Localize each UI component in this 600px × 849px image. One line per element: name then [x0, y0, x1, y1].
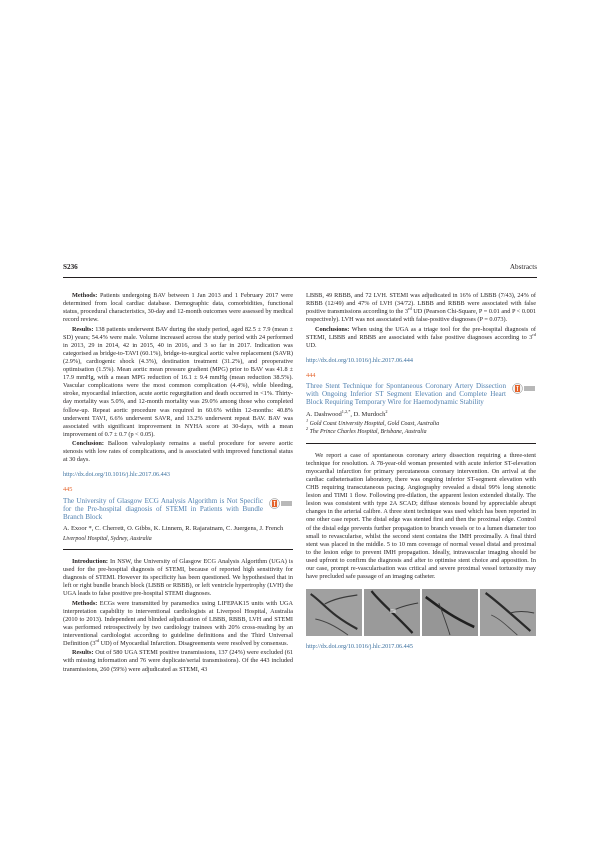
conclusion-label: Conclusion:: [72, 440, 104, 448]
page-number: S236: [63, 263, 78, 271]
abstract-title-445: The University of Glasgow ECG Analysis Algorithm is Not Specific for the Pre-hospital diagnosis of STEMI in Patients with Bundle Branch Block: [63, 496, 263, 521]
methods2-paragraph: [63, 600, 293, 649]
conclusions-text-b: UD.: [306, 341, 317, 349]
abstract-id-445: 445: [63, 486, 73, 494]
results-text: 138 patients underwent BAV during the study period, aged 82.5 ± 7.9 (mean ± SD) years; 54.4% were male. Volume increased across the study period with 24 performed in 2013, 29 in 2014, 42 in 2015, 40 in 2016, and 3 so far in 2017. Indication was categorised as bridge-to-TAVI (60.1%), bridge-to-surgical aortic valve replacement (SAVR) (2.9%), cardiogenic shock (4.3%), destination treatment (31.2%), and preoperative optimisation (1.5%). Mean aortic mean pressure gradient (MPG) prior to BAV was 41.8 ± 17.9 mmHg, with a mean MPG reduction of 16.1 ± 9.4 mmHg (mean reduction 38.5%). Vascular complications were the most common complication (4.4%), while bleeding, stroke, myocardial infarction, acute aortic regurgitation and death occurred in <1%. Thirty-day mortality was 5.0%, and 12-month mortality was 29.0% among those who completed follow-up. Repeat aortic procedure was required in 60.6% within 12-months: 40.8% underwent TAVI, 6.6% underwent SAVR, and 13.2% underwent repeat BAV. BAV was associated with significant improvement in NYHA score at 30-days, with a mean improvement of 0.7 ± 0.7 (p < 0.05).: [63, 325, 293, 438]
affiliation-1: [306, 418, 536, 428]
results2-label: Results:: [72, 649, 94, 657]
affiliation-2: [306, 426, 536, 436]
author-2-sup: 2: [385, 408, 388, 414]
conclusion-text: Balloon valvuloplasty remains a useful procedure for severe aortic stenosis with low rates of complications, and is associated with improved functional status at 30 days.: [63, 440, 293, 464]
angiogram-panel-4: [480, 589, 536, 636]
author-2: , D. Murdoch: [350, 410, 386, 418]
section-title: Abstracts: [509, 263, 537, 271]
results-label: Results:: [72, 325, 94, 333]
authors-444: [306, 408, 536, 420]
cont-text-a: LBBB, 49 RBBB, and 72 LVH. STEMI was adjudicated in 16% of LBBB (7/43), 24% of RBBB (12/49) and 47% of LVH (34/72). LBBB and RBBB were associated with false positive transmissions according to the 3: [306, 292, 536, 316]
affil-1-num: 1: [306, 418, 309, 424]
abstract-title-block-444: [306, 382, 536, 407]
methods2-label: Methods:: [72, 599, 98, 607]
methods2-text-b: UD) of Myocardial Infarction. Disagreements were resolved by consensus.: [99, 640, 289, 648]
affil-1-text: Gold Coast University Hospital, Gold Coast, Australia: [309, 421, 440, 428]
author-1-sup: 1,2,*: [341, 408, 351, 414]
authors-445: A. Exoor *, C. Cherrett, O. Gibbs, K. Linnem, R. Rajaratnam, C. Juergens, J. French: [63, 525, 284, 533]
methods-paragraph: [63, 292, 293, 324]
author-1: A. Dashwood: [306, 410, 342, 418]
angiogram-panel-2: [364, 589, 420, 636]
crossmark-icon[interactable]: [269, 498, 293, 509]
conclusions-label: Conclusions:: [315, 325, 350, 333]
doi-link-443[interactable]: http://dx.doi.org/10.1016/j.hlc.2017.06.443: [63, 471, 170, 479]
right-column: [306, 292, 536, 658]
angiogram-panel-1: [306, 589, 362, 636]
header-rule: [63, 277, 537, 278]
intro-paragraph: [63, 558, 293, 598]
conclusions-sup: rd: [532, 331, 536, 337]
abstract-title-block: [63, 497, 293, 522]
page-header: [63, 263, 537, 274]
angiogram-figure: [306, 589, 536, 636]
abstract-title-444: Three Stent Technique for Spontaneous Coronary Artery Dissection with Ongoing Inferior ST Segment Elevation and Complete Heart Block Requiring Temporary Wire for Haemodynamic Stability: [306, 382, 506, 407]
cont-text-b: UD (Pearson Chi-Square, P = 0.01 and P < 0.001 respectively). LVH was not associated with false-positive diagnoses (P = 0.073).: [306, 308, 536, 324]
left-column: [63, 292, 293, 675]
results2-continued: [306, 292, 536, 324]
angiogram-panel-3: [422, 589, 478, 636]
abstract-id-444: 444: [306, 371, 316, 379]
results-paragraph: [63, 326, 293, 439]
affil-2-num: 2: [306, 426, 309, 432]
affiliation-445: Liverpool Hospital, Sydney, Australia: [63, 535, 152, 542]
cont-sup: rd: [408, 306, 412, 312]
results2-paragraph: [63, 649, 293, 673]
methods-text: Patients undergoing BAV between 1 Jan 2013 and 1 February 2017 were determined from local cardiac database. Demographic data, comorbidities, functional status, procedural characteristics, 30-day and 12-month outcomes were assessed by medical record review.: [63, 292, 293, 324]
abstract-separator-2: [306, 443, 536, 444]
conclusions-text-a: When using the UGA as a triage tool for the pre-hospital diagnosis of STEMI, LBBB and RBBB are associated with false positive diagnoses according to 3: [306, 325, 536, 341]
abstract-separator: [63, 549, 293, 550]
affil-2-text: The Prince Charles Hospital, Brisbane, Australia: [309, 429, 427, 436]
intro-text: In NSW, the University of Glasgow ECG Analysis Algorithm (UGA) is used for the pre-hospital diagnosis of STEMI, because of reported high sensitivity for diagnosis of STEMI. However its specificity has been questioned. We hypothesised that in left or right bundle branch block (LBBB or RBBB), or left ventricle hypertrophy (LVH) the UGA leads to false positive pre-hospital STEMI diagnoses.: [63, 557, 294, 598]
doi-link-445[interactable]: http://dx.doi.org/10.1016/j.hlc.2017.06.445: [306, 643, 413, 651]
methods2-sup: rd: [95, 637, 100, 643]
intro-label: Introduction:: [72, 557, 109, 565]
crossmark-icon[interactable]: [512, 383, 536, 394]
conclusion-paragraph: [63, 440, 293, 464]
results2-text: Out of 580 UGA STEMI positive transmissions, 137 (24%) were excluded (61 with missing information and 76 were duplicate/serial transmissions). Of the 443 included transmissions, 260 (59%) were adjudicated as STEMI, 43: [63, 649, 294, 673]
methods2-text-a: ECGs were transmitted by paramedics using LIFEPAK15 units with UGA interpretation capability to interventional cardiologists at Liverpool Hospital, Australia (2010 to 2013). Independent and blinded adjudication of LBBB, RBBB, LVH and STEMI was performed retrospectively by two cardiology trainees with 20% cross-reading by an interventional cardiologist according to guideline definitions and the Third Universal Definition (3: [63, 599, 294, 648]
methods-label: Methods:: [72, 292, 98, 299]
doi-link-444[interactable]: http://dx.doi.org/10.1016/j.hlc.2017.06.444: [306, 356, 413, 364]
conclusions-paragraph: [306, 326, 536, 350]
case-body: We report a case of spontaneous coronary artery dissection requiring a three-stent technique for resolution. A 78-year-old woman presented with acute inferior ST-elevation myocardial infarction for primary percutaneous coronary intervention. On arrival at the cardiac catheterisation laboratory, there was ongoing inferior ST-segment elevation with CHB requiring transcutaneous pacing. Angiography revealed a distal 99% long stenotic lesion and TIMI 1 flow. Following pre-dilation, the apparent lesion extended distally. The lesion was consistent with type 2A SCAD; diffuse stenosis bound by appreciable abrupt changes in the arterial calibre. A three stent technique was used which has been reported in one other case report. The distal edge was stented first and then the proximal edge. Control of the distal edge prevents further propagation to branch vessels or to a lumen diameter too small to revascularise, whilst the second stent contains the IMH proximally. A final third stent was placed in the middle. 5 to 10 mm coverage of normal vessel distal and proximal to the lesion edge to prevent IMH propagation. Ideally, intravascular imaging should be used upfront to confirm the diagnosis and after to optimise stent choice and apposition. In our case, prompt re-vascularisation was critical and severe proximal vessel tortuosity may have precluded safe passage of an imaging catheter.: [306, 451, 536, 581]
